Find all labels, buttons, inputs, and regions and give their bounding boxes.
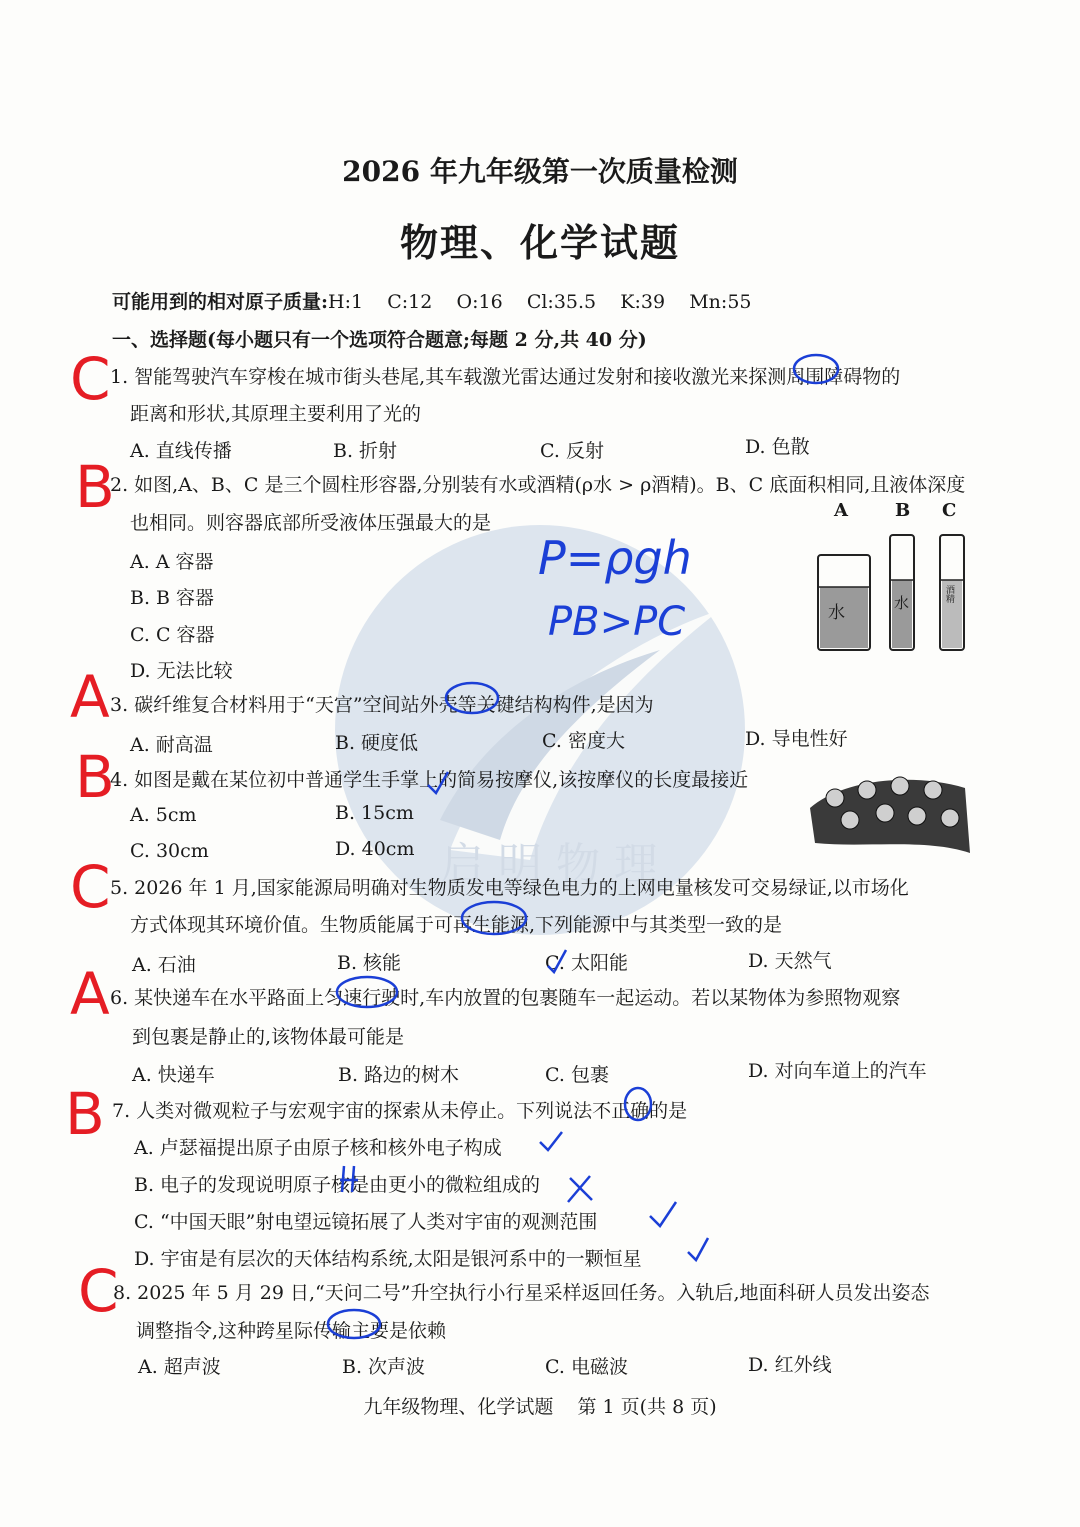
container-label-a: A <box>834 500 848 521</box>
question-4-line-1: 4. 如图是戴在某位初中普通学生手掌上的简易按摩仪,该按摩仪的长度最接近 <box>110 769 749 791</box>
question-5-option-c: C. 太阳能 <box>545 952 628 974</box>
question-4-option-c: C. 30cm <box>130 840 209 862</box>
question-2-option-d: D. 无法比较 <box>130 660 233 682</box>
atomic-mass-line <box>112 287 752 314</box>
question-3-option-b: B. 硬度低 <box>335 732 419 754</box>
question-7-option-b: B. 电子的发现说明原子核是由更小的微粒组成的 <box>134 1174 541 1196</box>
question-2-option-a: A. A 容器 <box>130 551 214 573</box>
liquid-label-a: 水 <box>828 603 845 623</box>
question-1-option-a: A. 直线传播 <box>130 440 232 462</box>
exam-title: 2026 年九年级第一次质量检测 <box>342 155 738 188</box>
handwritten-answer-1: C <box>70 345 111 413</box>
question-8-option-d: D. 红外线 <box>748 1354 832 1376</box>
handwritten-answer-6: A <box>70 960 110 1028</box>
atomic-mass-values: H:1 C:12 O:16 Cl:35.5 K:39 Mn:55 <box>328 291 752 313</box>
question-5-option-a: A. 石油 <box>132 954 196 976</box>
question-5-option-d: D. 天然气 <box>748 950 832 972</box>
handwritten-answer-3: A <box>70 663 110 731</box>
massager-image <box>805 768 975 858</box>
question-5-line-1: 5. 2026 年 1 月,国家能源局明确对生物质发电等绿色电力的上网电量核发可交易绿证,以市场化 <box>110 877 909 899</box>
question-3-option-a: A. 耐高温 <box>130 734 213 756</box>
question-4-option-b: B. 15cm <box>335 802 414 824</box>
question-1-option-d: D. 色散 <box>745 436 810 458</box>
atomic-mass-label: 可能用到的相对原子质量: <box>112 291 329 313</box>
question-5-option-b: B. 核能 <box>337 952 402 974</box>
container-label-b: B <box>895 500 911 521</box>
question-8-option-b: B. 次声波 <box>342 1356 426 1378</box>
handwritten-answer-8: C <box>78 1257 119 1325</box>
question-6-option-a: A. 快递车 <box>132 1064 215 1086</box>
handwritten-answer-2: B <box>75 453 115 521</box>
question-7-option-a: A. 卢瑟福提出原子由原子核和核外电子构成 <box>134 1137 502 1159</box>
question-4-option-d: D. 40cm <box>335 838 415 860</box>
page-footer: 九年级物理、化学试题 第 1 页(共 8 页) <box>363 1396 717 1418</box>
question-6-line-2: 到包裹是静止的,该物体最可能是 <box>132 1026 405 1048</box>
question-2-line-2: 也相同。则容器底部所受液体压强最大的是 <box>130 512 492 534</box>
question-1-line-1: 1. 智能驾驶汽车穿梭在城市街头巷尾,其车载激光雷达通过发射和接收激光来探测周围障碍物的 <box>110 366 901 388</box>
question-6-option-d: D. 对向车道上的汽车 <box>748 1060 927 1082</box>
question-8-option-a: A. 超声波 <box>138 1356 221 1378</box>
question-3-line-1: 3. 碳纤维复合材料用于“天宫”空间站外壳等关键结构构件,是因为 <box>110 694 654 716</box>
handwritten-answer-5: C <box>70 853 111 921</box>
handwritten-answer-7: B <box>65 1080 105 1148</box>
handwritten-formula-compare: PB>PC <box>548 599 686 645</box>
question-4-option-a: A. 5cm <box>130 804 197 826</box>
subject-title: 物理、化学试题 <box>399 220 680 265</box>
question-8-line-1: 8. 2025 年 5 月 29 日,“天问二号”升空执行小行星采样返回任务。入轨后,地面科研人员发出姿态 <box>113 1282 930 1304</box>
question-3-option-d: D. 导电性好 <box>745 728 848 750</box>
question-1-option-b: B. 折射 <box>333 440 398 462</box>
question-1-line-2: 距离和形状,其原理主要利用了光的 <box>130 403 422 425</box>
liquid-label-b: 水 <box>894 594 910 612</box>
section-title: 一、选择题(每小题只有一个选项符合题意;每题 2 分,共 40 分) <box>112 329 647 351</box>
question-2-option-c: C. C 容器 <box>130 624 215 646</box>
question-6-line-1: 6. 某快递车在水平路面上匀速行驶时,车内放置的包裹随车一起运动。若以某物体为参照物观察 <box>110 987 901 1009</box>
question-1-option-c: C. 反射 <box>540 440 604 462</box>
question-5-line-2: 方式体现其环境价值。生物质能属于可再生能源,下列能源中与其类型一致的是 <box>130 914 783 936</box>
question-6-option-b: B. 路边的树木 <box>338 1064 460 1086</box>
question-2-option-b: B. B 容器 <box>130 587 215 609</box>
question-3-option-c: C. 密度大 <box>542 730 625 752</box>
handwritten-formula-pressure: P=ρgh <box>538 531 692 585</box>
container-label-c: C <box>942 500 957 521</box>
question-6-option-c: C. 包裹 <box>545 1064 609 1086</box>
question-2-line-1: 2. 如图,A、B、C 是三个圆柱形容器,分别装有水或酒精(ρ水 > ρ酒精)。B、C 底面积相同,且液体深度 <box>110 474 966 496</box>
question-7-option-d: D. 宇宙是有层次的天体结构系统,太阳是银河系中的一颗恒星 <box>134 1248 642 1270</box>
watermark-text: 启明物理 <box>440 839 672 890</box>
handwritten-answer-4: B <box>75 743 115 811</box>
question-8-line-2: 调整指令,这种跨星际传输主要是依赖 <box>136 1320 447 1342</box>
liquid-label-c: 酒精 <box>944 585 954 603</box>
question-7-option-c: C. “中国天眼”射电望远镜拓展了人类对宇宙的观测范围 <box>134 1211 598 1233</box>
question-8-option-c: C. 电磁波 <box>545 1356 628 1378</box>
question-7-line-1: 7. 人类对微观粒子与宏观宇宙的探索从未停止。下列说法不正确的是 <box>112 1100 688 1122</box>
